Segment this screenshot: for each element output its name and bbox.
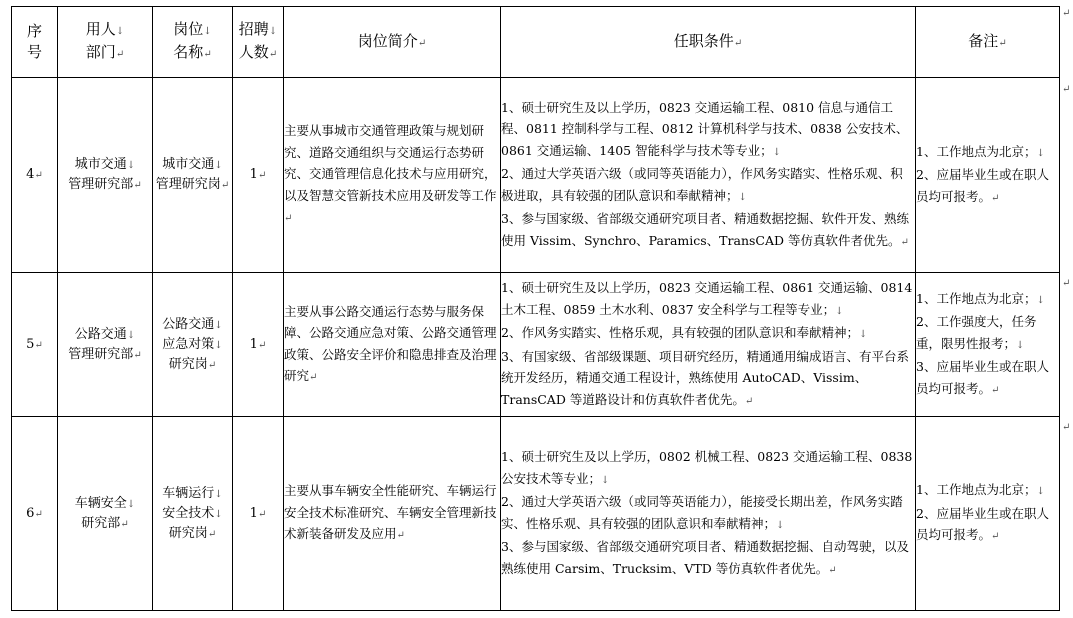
requirement-item: 3、参与国家级、省部级交通研究项目者、精通数据挖掘、自动驾驶，以及熟练使用 Carsim、Trucksim、VTD 等仿真软件者优先。↵ xyxy=(501,539,909,576)
header-requirements: 任职条件↵ xyxy=(501,7,916,78)
requirement-item: 2、通过大学英语六级（或同等英语能力），能接受长期出差，作风务实踏实、性格乐观、具有较强的团队意识和奉献精神；↓ xyxy=(501,494,903,531)
header-dept: 用人↓ 部门↵ xyxy=(58,7,153,78)
requirement-item: 3、有国家级、省部级课题、项目研究经历，精通通用编成语言、有平台系统开发经历，精通交通工程设计，熟练使用 AutoCAD、Vissim、TransCAD 等道路设计和仿真软件者优先。↵ xyxy=(501,348,909,407)
cell-post: 车辆运行↓ 安全技术↓ 研究岗↵ xyxy=(153,417,233,611)
row-end-mark: ↵ xyxy=(1062,8,1071,19)
cell-notes xyxy=(916,78,1060,273)
cell-requirements xyxy=(501,78,916,273)
cell-requirements xyxy=(501,417,916,611)
cell-requirements xyxy=(501,273,916,417)
note-item: 2、工作强度大，任务重，限男性报考；↓ xyxy=(916,314,1037,351)
requirement-item: 1、硕士研究生及以上学历，0823 交通运输工程、0861 交通运输、0814 土木工程、0859 土木水利、0837 安全科学与工程等专业；↓ xyxy=(501,280,913,317)
cell-dept: 车辆安全↓ 研究部↵ xyxy=(58,417,153,611)
note-item: 1、工作地点为北京；↓ xyxy=(916,482,1045,498)
cell-dept: 城市交通↓ 管理研究部↵ xyxy=(58,78,153,273)
cell-count: 1↵ xyxy=(233,273,284,417)
note-item: 3、应届毕业生或在职人员均可报考。↵ xyxy=(916,359,1049,396)
requirement-item: 1、硕士研究生及以上学历，0802 机械工程、0823 交通运输工程、0838 公安技术等专业；↓ xyxy=(501,449,913,486)
header-notes: 备注↵ xyxy=(916,7,1060,78)
cell-intro: 主要从事车辆安全性能研究、车辆运行安全技术标准研究、车辆安全管理新技术新装备研发及应用↵ xyxy=(284,417,501,611)
recruitment-table xyxy=(11,6,1060,611)
cell-notes xyxy=(916,417,1060,611)
cell-seq: 4↵ xyxy=(12,78,58,273)
row-end-mark: ↵ xyxy=(1062,422,1071,433)
requirement-item: 1、硕士研究生及以上学历，0823 交通运输工程、0810 信息与通信工程、0811 控制科学与工程、0812 计算机科学与技术、0838 公安技术、0861 交通运输、1405 智能科学与技术等专业；↓ xyxy=(501,99,909,158)
cell-seq: 6↵ xyxy=(12,417,58,611)
cell-intro: 主要从事公路交通运行态势与服务保障、公路交通应急对策、公路交通管理政策、公路安全评价和隐患排查及治理研究↵ xyxy=(284,273,501,417)
table-row xyxy=(12,78,1060,273)
cell-intro: 主要从事城市交通管理政策与规划研究、道路交通组织与交通运行态势研究、交通管理信息化技术与应用研究，以及智慧交管新技术应用及研发等工作↵ xyxy=(284,78,501,273)
table-row xyxy=(12,417,1060,611)
header-row xyxy=(12,7,1060,78)
row-end-mark: ↵ xyxy=(1062,84,1071,95)
cell-dept: 公路交通↓ 管理研究部↵ xyxy=(58,273,153,417)
note-item: 1、工作地点为北京；↓ xyxy=(916,143,1045,159)
cell-post: 公路交通↓ 应急对策↓ 研究岗↵ xyxy=(153,273,233,417)
row-end-mark: ↵ xyxy=(1062,278,1071,289)
header-seq: 序 号 xyxy=(12,7,58,78)
cell-post: 城市交通↓ 管理研究岗↵ xyxy=(153,78,233,273)
requirement-item: 2、作风务实踏实、性格乐观，具有较强的团队意识和奉献精神；↓ xyxy=(501,325,868,340)
requirement-item: 2、通过大学英语六级（或同等英语能力），作风务实踏实、性格乐观、积极进取，具有较强的团队意识和奉献精神；↓ xyxy=(501,166,903,203)
cell-count: 1↵ xyxy=(233,78,284,273)
table-row xyxy=(12,273,1060,417)
note-item: 2、应届毕业生或在职人员均可报考。↵ xyxy=(916,505,1049,543)
header-intro: 岗位简介↵ xyxy=(284,7,501,78)
cell-seq: 5↵ xyxy=(12,273,58,417)
note-item: 2、应届毕业生或在职人员均可报考。↵ xyxy=(916,167,1049,204)
requirement-item: 3、参与国家级、省部级交通研究项目者、精通数据挖掘、软件开发、熟练使用 Vissim、Synchro、Paramics、TransCAD 等仿真软件者优先。↵ xyxy=(501,211,909,248)
cell-count: 1↵ xyxy=(233,417,284,611)
header-count: 招聘↓ 人数↵ xyxy=(233,7,284,78)
cell-notes xyxy=(916,273,1060,417)
note-item: 1、工作地点为北京；↓ xyxy=(916,290,1045,306)
header-post: 岗位↓ 名称↵ xyxy=(153,7,233,78)
